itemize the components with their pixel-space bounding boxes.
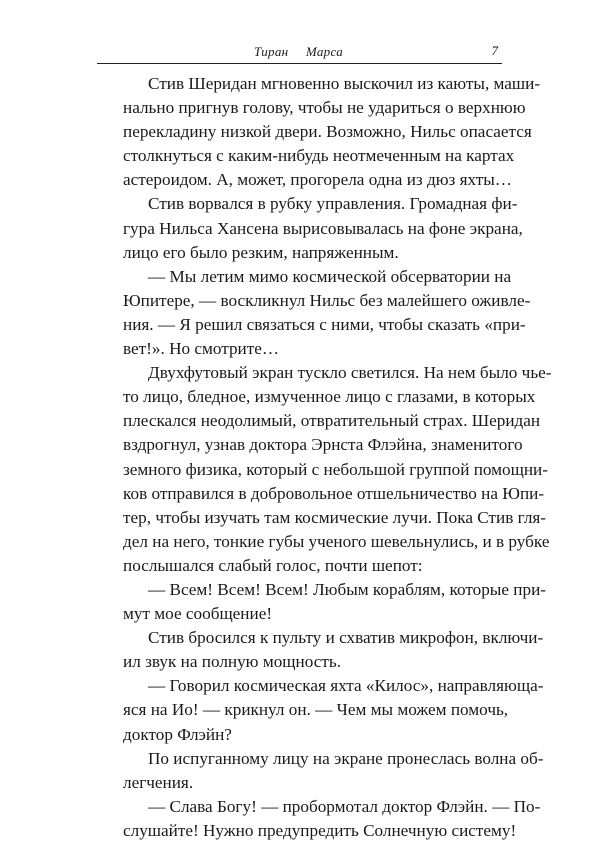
text-line: тер, чтобы изучать там космические лучи. Пока Стив гля- bbox=[123, 507, 547, 527]
text-line: дел на него, тонкие губы ученого шевельнулись, и в рубке bbox=[123, 531, 550, 551]
paragraph bbox=[98, 795, 541, 843]
paragraph bbox=[98, 626, 544, 674]
paragraph bbox=[98, 674, 544, 746]
paragraph bbox=[98, 747, 544, 795]
text-line: вздрогнул, узнав доктора Эрнста Флэйна, знаменитого bbox=[123, 435, 523, 455]
running-head bbox=[97, 40, 500, 62]
text-line: нально пригнув голову, чтобы не удариться о верхнюю bbox=[123, 98, 526, 118]
paragraph bbox=[98, 72, 541, 192]
body-text bbox=[98, 72, 552, 843]
paragraph bbox=[98, 192, 523, 264]
text-line: плескался неодолимый, отвратительный страх. Шеридан bbox=[123, 411, 541, 431]
text-line: ил звук на полную мощность. bbox=[123, 652, 342, 672]
text-line: астероидом. А, может, прогорела одна из дюз яхты… bbox=[123, 170, 512, 190]
running-title: Тиран Марса bbox=[254, 44, 343, 59]
text-line: перекладину низкой двери. Возможно, Нильс опасается bbox=[123, 122, 532, 142]
paragraph bbox=[98, 578, 546, 626]
text-line: — Слава Богу! — пробормотал доктор Флэйн. — По- bbox=[148, 796, 541, 816]
text-line: послышался слабый голос, почти шепот: bbox=[123, 555, 423, 575]
text-line: ков отправился в добровольное отшельничество на Юпи- bbox=[123, 483, 545, 503]
text-line: — Всем! Всем! Всем! Любым кораблям, которые при- bbox=[148, 579, 546, 599]
text-line: слушайте! Нужно предупредить Солнечную систему! bbox=[123, 820, 517, 840]
text-line: По испуганному лицу на экране пронеслась волна об- bbox=[148, 748, 544, 768]
text-line: лицо его было резким, напряженным. bbox=[123, 242, 399, 262]
text-line: Стив бросился к пульту и схватив микрофон, включи- bbox=[148, 628, 544, 648]
text-line: Двухфутовый экран тускло светился. На нем было чье- bbox=[148, 363, 552, 383]
text-line: Юпитере, — воскликнул Нильс без малейшего оживле- bbox=[123, 290, 531, 310]
page-number: 7 bbox=[491, 43, 498, 58]
text-line: Стив ворвался в рубку управления. Громадная фи- bbox=[148, 194, 518, 214]
text-line: мут мое сообщение! bbox=[123, 604, 273, 624]
text-line: Стив Шеридан мгновенно выскочил из каюты, маши- bbox=[148, 74, 541, 93]
text-line: яся на Ио! — крикнул он. — Чем мы можем помочь, bbox=[123, 700, 509, 720]
text-line: столкнуться с каким-нибудь неотмеченным на картах bbox=[123, 146, 515, 166]
paragraph bbox=[98, 265, 531, 361]
paragraph bbox=[98, 361, 552, 578]
text-line: земного физика, который с небольшой группой помощни- bbox=[123, 459, 548, 479]
text-line: легчения. bbox=[123, 772, 194, 792]
text-line: — Мы летим мимо космической обсерватории на bbox=[148, 266, 512, 286]
text-line: доктор Флэйн? bbox=[123, 724, 232, 744]
text-line: — Говорил космическая яхта «Килос», направляюща- bbox=[148, 676, 544, 696]
text-line: гура Нильса Хансена вырисовывалась на фоне экрана, bbox=[123, 218, 523, 238]
text-line: вет!». Но смотрите… bbox=[123, 339, 280, 359]
header-rule bbox=[97, 63, 502, 64]
text-line: то лицо, бледное, измученное лицо с глазами, в которых bbox=[123, 387, 536, 407]
text-line: ния. — Я решил связаться с ними, чтобы сказать «при- bbox=[123, 314, 526, 334]
